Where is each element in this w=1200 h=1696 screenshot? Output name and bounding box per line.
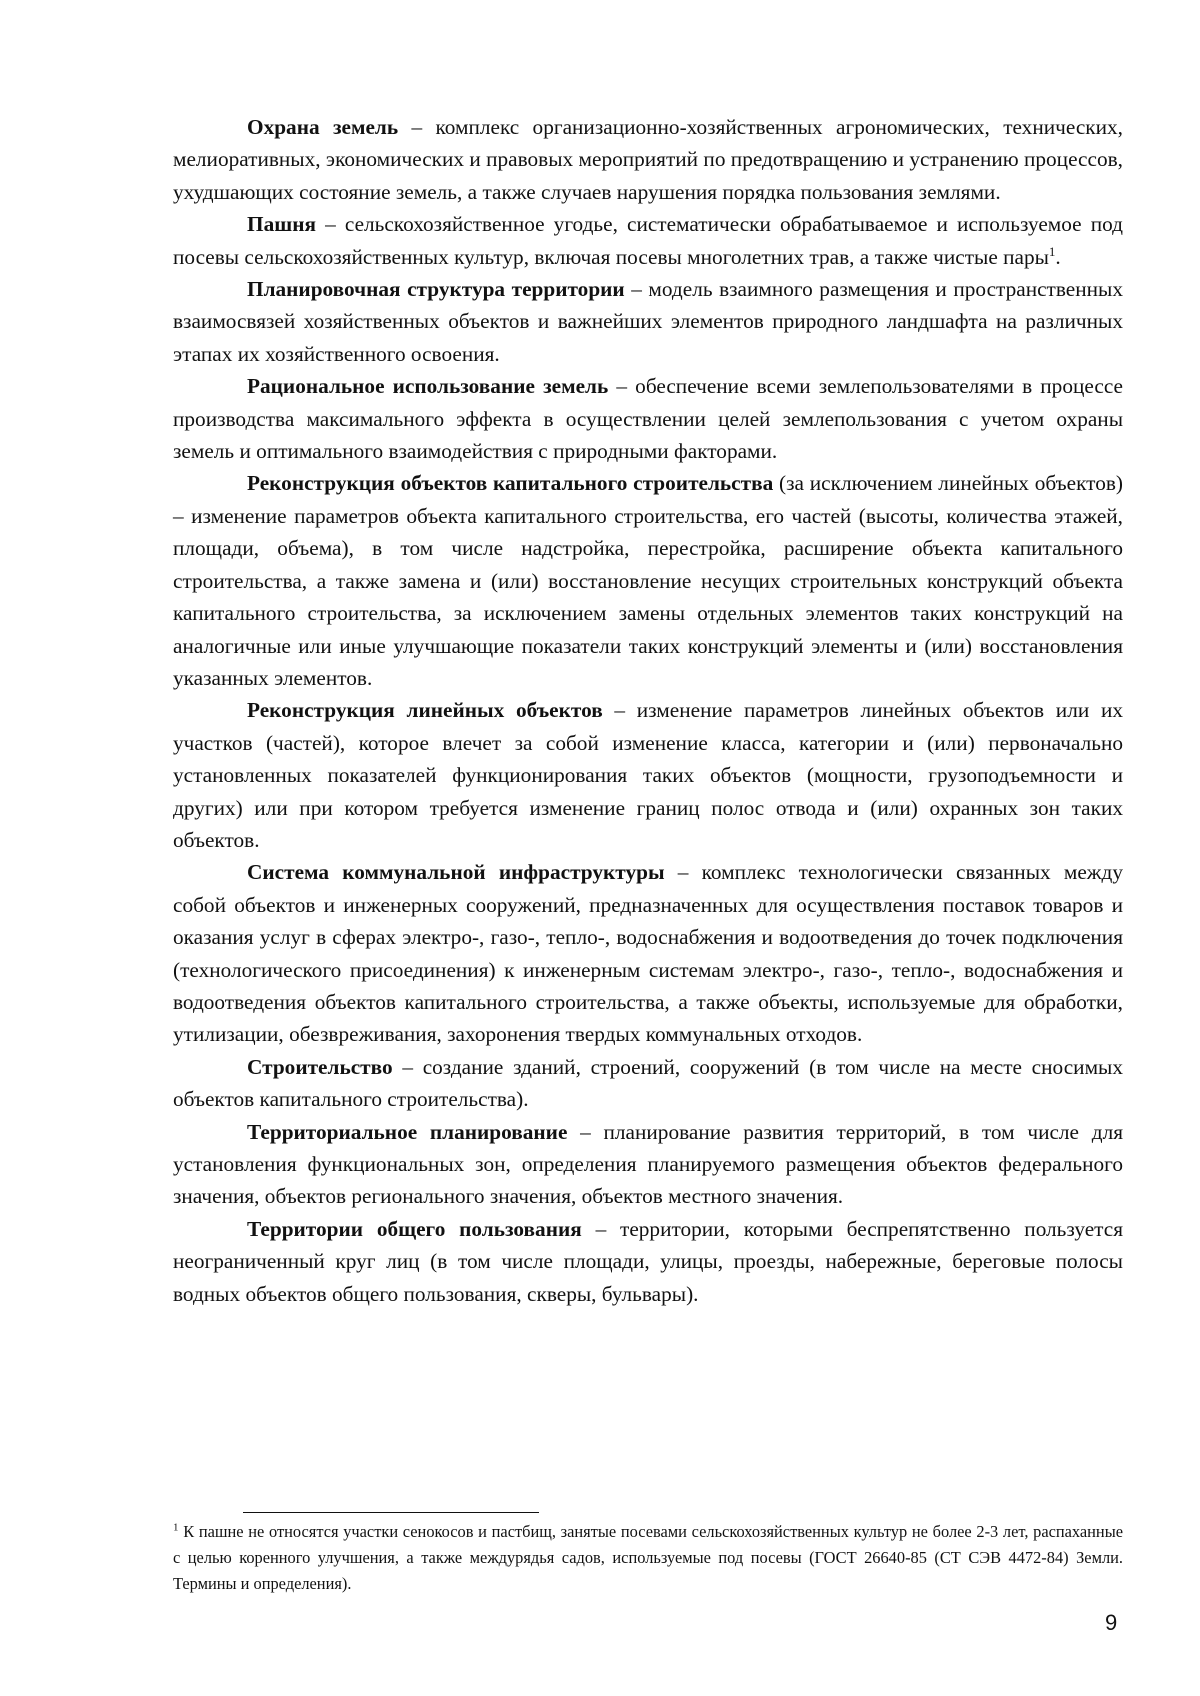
footnote-separator	[243, 1512, 539, 1513]
term-definition: – комплекс технологически связанных между собой объектов и инженерных сооружений, предназначенных для осуществления поставок товаров и оказания услуг в сферах электро-, газо-, тепло-, водоснабжения и водоотведения до точек подключения (технологического присоединения) к инженерным системам электро-, газо-, тепло-, водоснабжения и водоотведения объектов капитального строительства, а также объекты, используемые для обработки, утилизации, обезвреживания, захоронения твердых коммунальных отходов.	[173, 860, 1123, 1047]
term-title: Охрана земель	[247, 115, 399, 139]
term-title: Система коммунальной инфраструктуры	[247, 860, 665, 885]
term-title: Планировочная структура территории	[247, 277, 625, 302]
term-definition: – планирование развития территорий, в том числе для установления функциональных зон, определения планируемого размещения объектов федерального значения, объектов регионального значения, объектов местного значения.	[173, 1119, 1123, 1209]
definition-paragraph	[173, 1051, 1123, 1116]
definition-paragraph	[173, 694, 1123, 856]
term-definition: – изменение параметров линейных объектов или их участков (частей), которое влечет за собой изменение класса, категории и (или) первоначально установленных показателей функционирования таких объектов (мощности, грузоподъемности и других) или при котором требуется изменение границ полос отвода и (или) охранных зон таких объектов.	[173, 698, 1123, 852]
footnote-text: К пашне не относятся участки сенокосов и пастбищ, занятые посевами сельскохозяйственных культур не более 2-3 лет, распаханные с целью коренного улучшения, а также междурядья садов, используемые под посевы (ГОСТ 26640-85 (СТ СЭВ 4472-84) Земли. Термины и определения).	[173, 1522, 1123, 1593]
term-title: Пашня	[247, 212, 316, 237]
footnote-reference[interactable]: 1	[1048, 243, 1056, 259]
definition-paragraph	[173, 1116, 1123, 1213]
page-number: 9	[1105, 1610, 1118, 1635]
term-title: Территориальное планирование	[247, 1119, 568, 1144]
footnote	[173, 1519, 1123, 1597]
definition-paragraph	[173, 370, 1123, 467]
term-definition: – сельскохозяйственное угодье, систематически обрабатываемое и используемое под посевы сельскохозяйственных культур, включая посевы многолетних трав, а также чистые пары	[173, 212, 1123, 269]
term-definition-end: .	[1055, 244, 1061, 269]
footnote-marker: 1	[173, 1521, 179, 1534]
term-definition: – модель взаимного размещения и пространственных взаимосвязей хозяйственных объектов и важнейших элементов природного ландшафта на различных этапах их хозяйственного освоения.	[173, 277, 1123, 366]
definition-paragraph	[173, 467, 1123, 694]
definition-paragraph	[173, 273, 1123, 370]
term-title: Территории общего пользования	[247, 1216, 582, 1241]
term-definition: – комплекс организационно-хозяйственных агрономических, технических, мелиоративных, экономических и правовых мероприятий по предотвращению и устранению процессов, ухудшающих состояние земель, а также случаев нарушения порядка пользования землями.	[173, 115, 1123, 204]
definition-paragraph	[173, 208, 1123, 273]
definition-paragraph	[173, 856, 1123, 1050]
definition-paragraph	[173, 1213, 1123, 1310]
term-definition: – территории, которыми беспрепятственно пользуется неограниченный круг лиц (в том числе площади, улицы, проезды, набережные, береговые полосы водных объектов общего пользования, скверы, бульвары).	[173, 1216, 1123, 1306]
term-definition: (за исключением линейных объектов) – изменение параметров объекта капитального строительства, его частей (высоты, количества этажей, площади, объема), в том числе надстройка, перестройка, расширение объекта капитального строительства, а также замена и (или) восстановление несущих строительных конструкций объекта капитального строительства, за исключением замены отдельных элементов таких конструкций на аналогичные или иные улучшающие показатели таких конструкций элементы и (или) восстановления указанных элементов.	[173, 471, 1124, 690]
term-title: Реконструкция объектов капитального строительства	[247, 471, 774, 496]
term-title: Рациональное использование земель	[247, 374, 609, 399]
term-definition: – обеспечение всеми землепользователями в процессе производства максимального эффекта в осуществлении целей землепользования с учетом охраны земель и оптимального взаимодействия с природными факторами.	[173, 374, 1123, 464]
definition-paragraph	[173, 111, 1123, 208]
term-definition: – создание зданий, строений, сооружений (в том числе на месте сносимых объектов капитального строительства).	[173, 1054, 1123, 1112]
term-title: Строительство	[247, 1054, 393, 1079]
term-title: Реконструкция линейных объектов	[247, 698, 603, 723]
document-body	[173, 111, 1123, 1310]
